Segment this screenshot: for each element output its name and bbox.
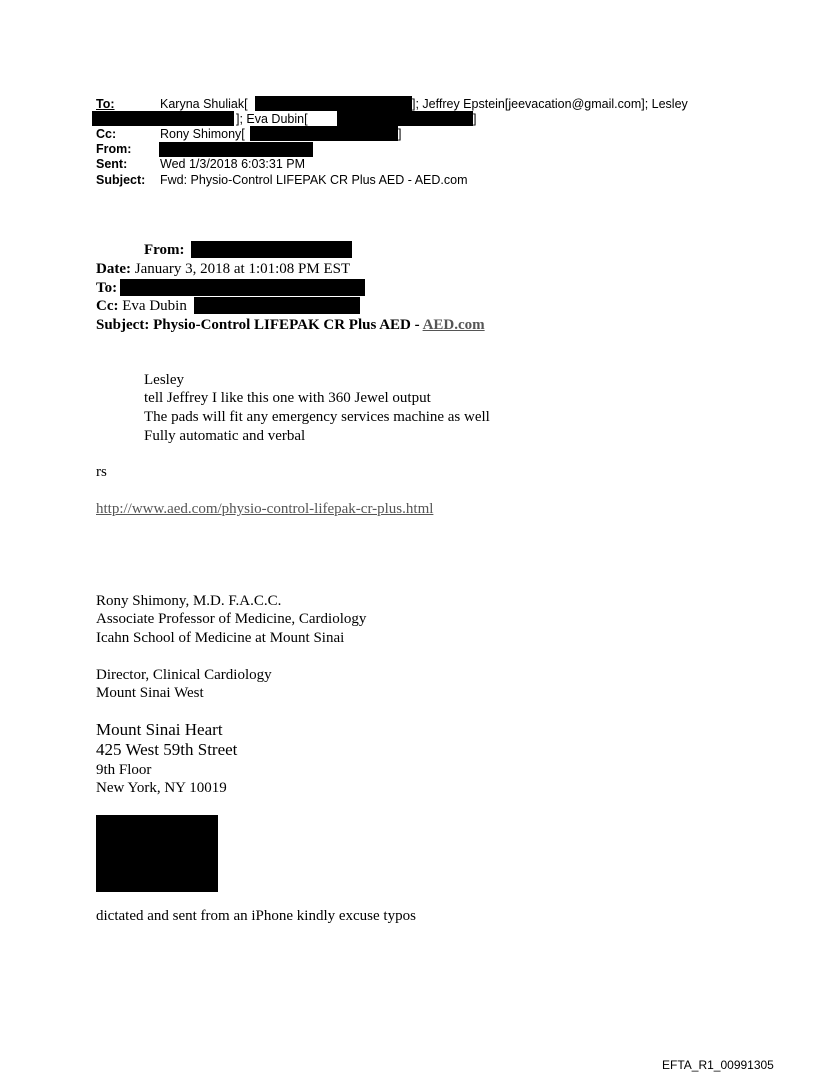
fwd-date-value: January 3, 2018 at 1:01:08 PM EST [134, 261, 351, 277]
cc-recipient-1: Rony Shimony[ [160, 127, 245, 141]
fwd-subject-link[interactable]: AED.com [422, 317, 485, 333]
fwd-cc-line [96, 297, 187, 315]
fwd-date-line [96, 260, 350, 278]
body-line-2: tell Jeffrey I like this one with 360 Jewel output [144, 390, 431, 406]
fwd-to-label: To: [96, 280, 118, 296]
redaction-box [194, 297, 360, 314]
fwd-subject-line [96, 316, 485, 334]
body-line-3: The pads will fit any emergency services machine as well [144, 409, 490, 425]
fwd-from-label: From: [144, 242, 185, 258]
fwd-subject-label: Subject: [96, 317, 150, 333]
fwd-cc-label: Cc: [96, 298, 119, 314]
sig-address-3: 9th Floor [96, 762, 152, 778]
redaction-box [120, 279, 365, 296]
sig-address-2: 425 West 59th Street [96, 740, 238, 759]
body-line-4: Fully automatic and verbal [144, 428, 306, 444]
fwd-cc-value: Eva Dubin [122, 298, 187, 314]
redaction-box [337, 111, 473, 126]
document-id: EFTA_R1_00991305 [662, 1058, 774, 1072]
redaction-box [255, 96, 412, 111]
to-recipient-3: ]; Eva Dubin[ [236, 112, 308, 126]
cc-label: Cc: [96, 127, 117, 141]
fwd-date-label: Date: [96, 261, 131, 277]
redaction-box [159, 142, 313, 157]
subject-value: Fwd: Physio-Control LIFEPAK CR Plus AED - AED.com [160, 173, 468, 187]
sig-title-3: Director, Clinical Cardiology [96, 667, 272, 683]
sent-label: Sent: [96, 157, 128, 171]
sent-value: Wed 1/3/2018 6:03:31 PM [160, 157, 306, 171]
to-recipient-1: Karyna Shuliak[ [160, 97, 248, 111]
sig-title-1: Associate Professor of Medicine, Cardiology [96, 611, 367, 627]
to-recipient-4: ] [473, 112, 477, 126]
redaction-box [92, 111, 234, 126]
cc-recipient-2: ] [398, 127, 402, 141]
sig-address-1: Mount Sinai Heart [96, 720, 223, 739]
sig-footer-note: dictated and sent from an iPhone kindly excuse typos [96, 908, 416, 924]
product-url-link[interactable]: http://www.aed.com/physio-control-lifepak-cr-plus.html [96, 501, 434, 517]
redaction-box [250, 126, 398, 141]
from-label: From: [96, 142, 132, 156]
redacted-image [96, 815, 218, 892]
to-recipient-2: ]; Jeffrey Epstein[jeevacation@gmail.com]; Lesley [412, 97, 688, 111]
sig-title-2: Icahn School of Medicine at Mount Sinai [96, 630, 345, 646]
redaction-box [191, 241, 352, 258]
subject-label: Subject: [96, 173, 146, 187]
closing: rs [96, 464, 107, 480]
sig-address-4: New York, NY 10019 [96, 780, 227, 796]
sig-title-4: Mount Sinai West [96, 685, 204, 701]
to-label: To: [96, 97, 115, 111]
fwd-subject-value: Physio-Control LIFEPAK CR Plus AED - [153, 317, 423, 333]
sig-name: Rony Shimony, M.D. F.A.C.C. [96, 593, 282, 609]
body-line-1: Lesley [144, 372, 184, 388]
